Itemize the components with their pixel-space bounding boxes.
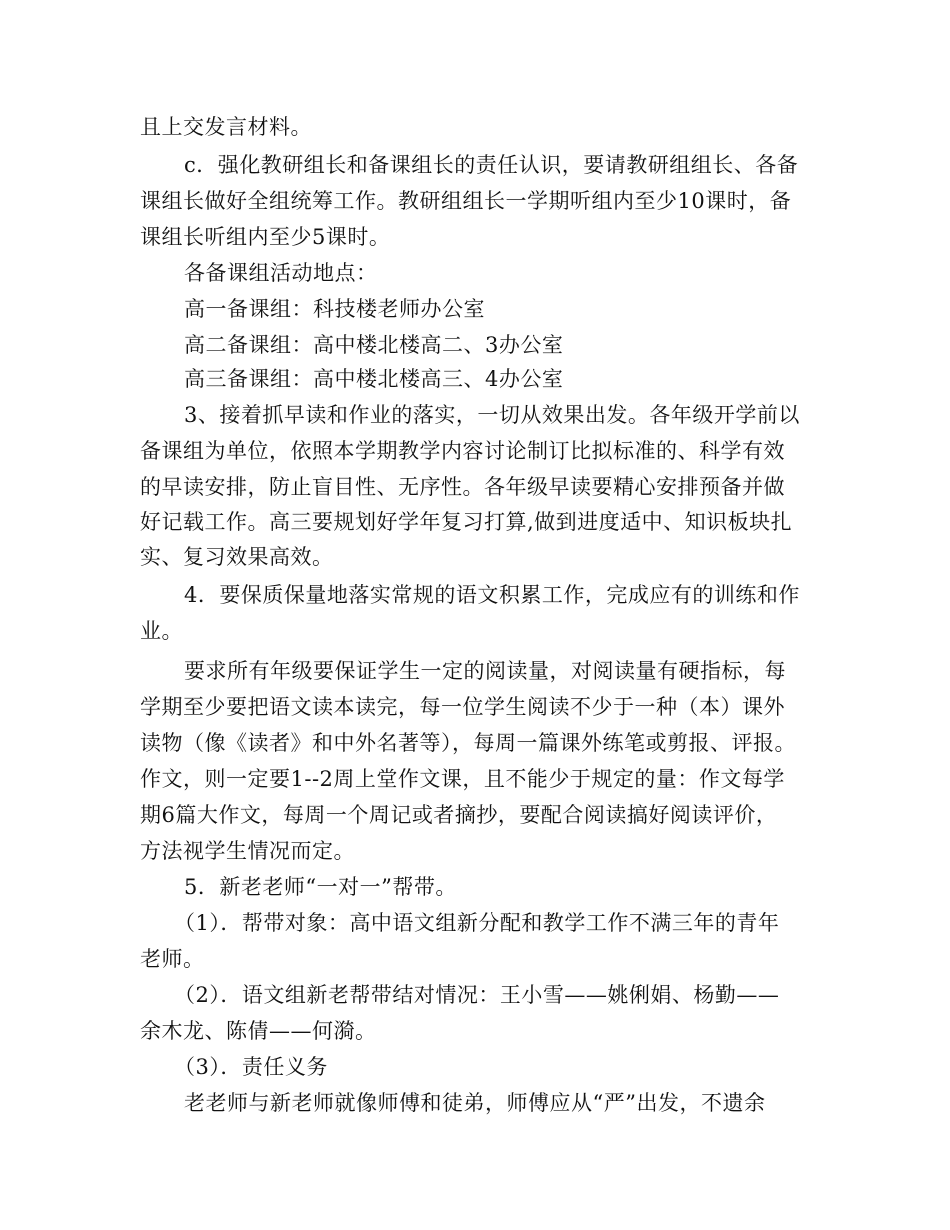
text-line: 备课组为单位，依照本学期教学内容讨论制订比拟标准的、科学有效 <box>140 439 785 463</box>
text-line: 作文，则一定要1--2周上堂作文课，且不能少于规定的量：作文每学 <box>140 767 785 791</box>
text-line: 4．要保质保量地落实常规的语文积累工作，完成应有的训练和作 <box>184 583 800 607</box>
text-line: 且上交发言材料。 <box>140 115 312 139</box>
text-line: 学期至少要把语文读本读完，每一位学生阅读不少于一种（本）课外 <box>140 695 785 719</box>
text-line: 期6篇大作文，每周一个周记或者摘抄，要配合阅读搞好阅读评价， <box>140 803 778 827</box>
text-line: 3、接着抓早读和作业的落实，一切从效果出发。各年级开学前以 <box>184 403 800 427</box>
text-line: 5．新老老师“一对一”帮带。 <box>184 875 457 899</box>
text-line: c．强化教研组长和备课组长的责任认识，要请教研组组长、各备 <box>184 153 799 177</box>
text-line: 业。 <box>140 619 183 643</box>
text-line: 方法视学生情况而定。 <box>140 839 355 863</box>
text-line: （1）．帮带对象：高中语文组新分配和教学工作不满三年的青年 <box>174 911 780 935</box>
text-line: 老师。 <box>140 947 205 971</box>
text-line: 实、复习效果高效。 <box>140 545 334 569</box>
text-line: （3）．责任义务 <box>174 1055 328 1079</box>
text-line: 的早读安排，防止盲目性、无序性。各年级早读要精心安排预备并做 <box>140 475 785 499</box>
text-line: 课组长做好全组统筹工作。教研组组长一学期听组内至少10课时，备 <box>140 189 792 213</box>
text-line: 要求所有年级要保证学生一定的阅读量，对阅读量有硬指标，每 <box>184 659 786 683</box>
text-line: 余木龙、陈倩——何漪。 <box>140 1019 377 1043</box>
text-line: 老老师与新老师就像师傅和徒弟，师傅应从“严”出发，不遗余 <box>184 1091 766 1115</box>
text-line: 高一备课组：科技楼老师办公室 <box>184 297 485 321</box>
text-line: 课组长听组内至少5课时。 <box>140 225 391 249</box>
text-line: （2）．语文组新老帮带结对情况：王小雪——姚俐娟、杨勤—— <box>174 983 780 1007</box>
text-line: 各备课组活动地点： <box>184 261 378 285</box>
text-line: 高二备课组：高中楼北楼高二、3办公室 <box>184 333 564 357</box>
text-line: 高三备课组：高中楼北楼高三、4办公室 <box>184 367 564 391</box>
text-line: 好记载工作。高三要规划好学年复习打算,做到进度适中、知识板块扎 <box>140 510 793 534</box>
text-line: 读物（像《读者》和中外名著等），每周一篇课外练笔或剪报、评报。 <box>140 731 796 755</box>
